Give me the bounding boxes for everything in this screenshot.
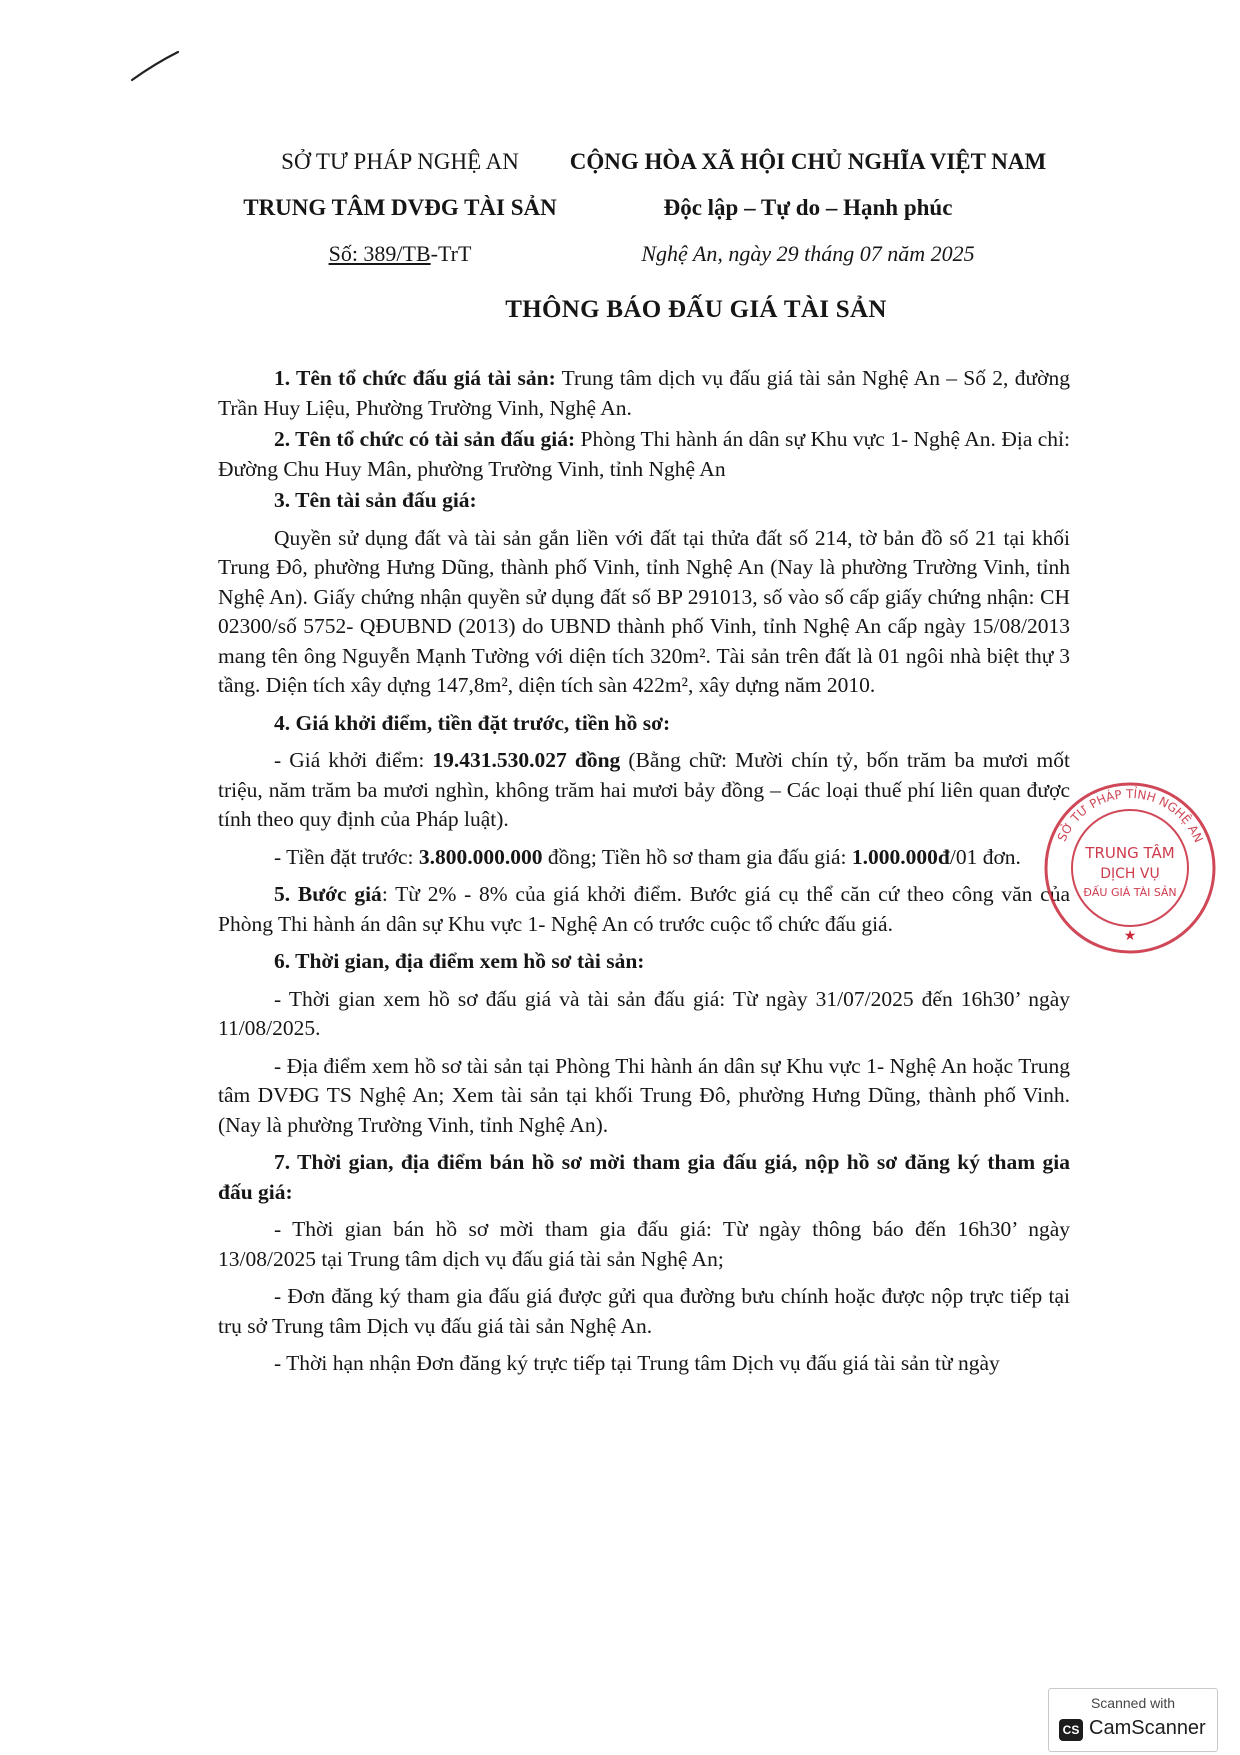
stamp-star-icon: ★ (1123, 929, 1137, 944)
section-1-text: Trung tâm dịch vụ đấu giá tài sản Nghệ An – Số 2, đường Trần Huy Liệu, Phường Trường Vinh, Nghệ An. (218, 366, 1070, 420)
section-7-sale-time: - Thời gian bán hồ sơ mời tham gia đấu giá: Từ ngày thông báo đến 16h30’ ngày 13/08/2025 tại Trung tâm dịch vụ đấu giá tài sản Nghệ An; (218, 1217, 1070, 1271)
section-7-label: 7. Thời gian, địa điểm bán hồ sơ mời tham gia đấu giá, nộp hồ sơ đăng ký tham gia đấu giá: (218, 1150, 1070, 1204)
starting-price-value: 19.431.530.027 đồng (432, 748, 621, 772)
section-6-place: - Địa điểm xem hồ sơ tài sản tại Phòng Thi hành án dân sự Khu vực 1- Nghệ An hoặc Trung tâm DVĐG TS Nghệ An; Xem tài sản tại khối Trung Đô, phường Hưng Dũng, thành phố Vinh. (Nay là phường Trường Vinh, tỉnh Nghệ An). (218, 1053, 1070, 1137)
document-body (218, 364, 1070, 1387)
dossier-fee-unit: /01 đơn. (949, 844, 1021, 869)
official-stamp (1040, 778, 1220, 958)
country-name: CỘNG HÒA XÃ HỘI CHỦ NGHĨA VIỆT NAM (569, 149, 1047, 174)
section-4-starting-price (218, 746, 1070, 835)
document-title: THÔNG BÁO ĐẤU GIÁ TÀI SẢN (505, 296, 887, 323)
starting-price-label: - Giá khởi điểm: (274, 748, 433, 772)
section-6-heading (218, 947, 1070, 977)
pen-mark (128, 48, 188, 88)
camscanner-logo-icon: CS (1059, 1719, 1083, 1741)
section-4-deposit (218, 843, 1070, 873)
section-4-label: 4. Giá khởi điểm, tiền đặt trước, tiền hồ sơ: (274, 710, 671, 735)
deposit-mid: đồng; Tiền hồ sơ tham gia đấu giá: (542, 844, 852, 869)
motto: Độc lập – Tự do – Hạnh phúc (663, 195, 953, 220)
document-number-suffix: -TrT (430, 241, 472, 266)
section-4-heading (218, 709, 1070, 739)
section-2 (218, 425, 1070, 484)
issuer-department: SỞ TƯ PHÁP NGHỆ AN (281, 149, 519, 174)
section-2-text: Phòng Thi hành án dân sự Khu vực 1- Nghệ An. Địa chỉ: Đường Chu Huy Mân, phường Trường Vinh, tỉnh Nghệ An (218, 427, 1070, 481)
section-2-label: 2. Tên tổ chức có tài sản đấu giá: (274, 427, 576, 451)
scanner-caption: Scanned with (1090, 1695, 1176, 1711)
section-1-label: 1. Tên tổ chức đấu giá tài sản: (274, 366, 556, 390)
document-date: Nghệ An, ngày 29 tháng 07 năm 2025 (641, 241, 975, 266)
stamp-line-2: DỊCH VỤ (1100, 866, 1160, 882)
scanner-app-name: CamScanner (1089, 1717, 1206, 1739)
section-1 (218, 364, 1070, 423)
national-motto-block (548, 139, 1068, 277)
starting-price-words: (Bằng chữ: Mười chín tỷ, bốn trăm ba mươi mốt triệu, năm trăm ba mươi nghìn, không trăm hai mươi bảy đồng – Các loại thuế phí liên quan được tính theo quy định của Pháp luật). (218, 748, 1071, 831)
section-3-text: Quyền sử dụng đất và tài sản gắn liền với đất tại thửa đất số 214, tờ bản đồ số 21 tại khối Trung Đô, phường Hưng Dũng, thành phố Vinh, tỉnh Nghệ An (Nay là phường Trường Vinh, tỉnh Nghệ An). Giấy chứng nhận quyền sử dụng đất số BP 291013, số vào số cấp giấy chứng nhận: CH 02300/số 5752- QĐUBND (2013) do UBND thành phố Vinh, tỉnh Nghệ An cấp ngày 15/08/2013 mang tên ông Nguyễn Mạnh Tường với diện tích 320m². Tài sản trên đất là 01 ngôi nhà biệt thự 3 tầng. Diện tích xây dựng 147,8m², diện tích sàn 422m², xây dựng năm 2010. (218, 525, 1070, 697)
stamp-line-3: ĐẤU GIÁ TÀI SẢN (1083, 886, 1177, 899)
deposit-label: - Tiền đặt trước: (274, 844, 419, 869)
section-3-label: 3. Tên tài sản đấu giá: (274, 488, 477, 512)
section-5 (218, 880, 1070, 939)
section-5-text: : Từ 2% - 8% của giá khởi điểm. Bước giá cụ thể căn cứ theo công văn của Phòng Thi hành án dân sự Khu vực 1- Nghệ An có trước cuộc tổ chức đấu giá. (218, 882, 1071, 936)
section-7-heading (218, 1148, 1070, 1207)
stamp-ring-text: SỞ TƯ PHÁP TỈNH NGHỆ AN (1054, 786, 1206, 845)
section-6-time: - Thời gian xem hồ sơ đấu giá và tài sản đấu giá: Từ ngày 31/07/2025 đến 16h30’ ngày 11/08/2025. (218, 986, 1070, 1040)
deposit-value: 3.800.000.000 (418, 844, 543, 869)
issuer-center: TRUNG TÂM DVĐG TÀI SẢN (243, 195, 557, 220)
section-7-submission: - Đơn đăng ký tham gia đấu giá được gửi qua đường bưu chính hoặc được nộp trực tiếp tại trụ sở Trung tâm Dịch vụ đấu giá tài sản Nghệ An. (218, 1284, 1070, 1338)
stamp-line-1: TRUNG TÂM (1085, 844, 1175, 862)
section-5-label: 5. Bước giá (274, 882, 382, 906)
document-number-main: Số: 389/TB (328, 241, 431, 266)
section-7-deadline: - Thời hạn nhận Đơn đăng ký trực tiếp tại Trung tâm Dịch vụ đấu giá tài sản từ ngày (274, 1351, 1000, 1375)
section-3-heading (218, 486, 1070, 516)
dossier-fee-value: 1.000.000đ (851, 844, 950, 869)
scanner-watermark (1048, 1688, 1218, 1752)
section-6-label: 6. Thời gian, địa điểm xem hồ sơ tài sản: (274, 949, 645, 973)
